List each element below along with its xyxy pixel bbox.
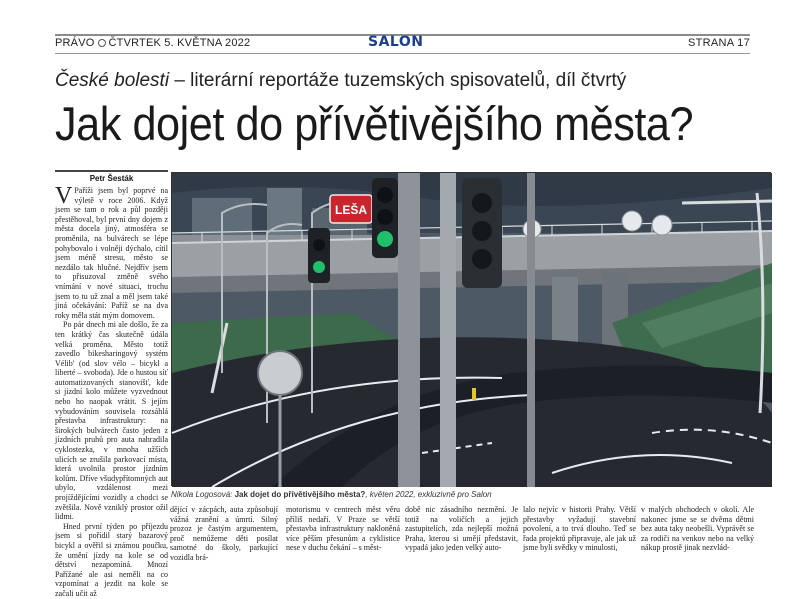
byline-rule xyxy=(55,170,168,172)
series-kicker xyxy=(55,70,626,92)
caption-author: Nikola Logosová: xyxy=(171,490,235,499)
caption-tail: , květen 2022, exkluzivně pro Salon xyxy=(365,490,492,499)
paper-name: PRÁVO xyxy=(55,37,95,49)
page-number: STRANA 17 xyxy=(687,37,750,49)
paragraph xyxy=(55,183,168,320)
illustration-caption xyxy=(171,490,492,499)
paragraph: Hned první týden po příjezdu jsem si pořídil starý bazarový bicykl a ověřil si známou poučku, že umění jízdy na kole se od dětství nezapomíná. Mnozí Pařížané ale asi neměli na co vzpomínat a jezdit na kole se začali učit až xyxy=(55,521,168,598)
bottom-column-3: době nic zásadního nezmění. Je totiž na voličích a jejich zastupitelích, zda nejlepší možná Praha, kterou si umějí představit, vypadá jako jeden velký auto- xyxy=(405,505,518,553)
bottom-column-4: lalo nejvíc v historii Prahy. Větší přestavby vyžadují stavební povolení, a to trvá dlouho. Teď se řada projektů připravuje, ale jak už jsme byli svědky v minulosti, xyxy=(523,505,636,553)
paragraph-text: Paříži jsem byl poprvé na výletě v roce 2006. Když jsem se tam o rok a půl později přestěhoval, byl první dny dojem z města docela jiný, atmosféra se proměnila, na bulvárech se lépe pohybovalo i volněji dýchalo, cítil jsem méně stresu, město se nezdálo tak hlučné. Nejdřív jsem to přisuzoval změně svého vnímání v nové situaci, trochu jsem to tu už znal a měl jsem také jiná očekávání: Paříž se na dva roky měla stát mým domovem. xyxy=(55,186,168,320)
issue-date: ČTVRTEK 5. KVĚTNA 2022 xyxy=(108,37,251,49)
left-column xyxy=(55,170,168,599)
masthead xyxy=(55,37,250,49)
series-name: České bolesti xyxy=(55,70,170,91)
caption-title: Jak dojet do přívětivějšího města? xyxy=(234,490,366,499)
bottom-column-5: v malých obchodech v okolí. Ale nakonec jsme se se dvěma dětmi bez auta taky neobešli. Vyprávět se za rodiči na venkov nebo na velký nákup prostě jinak nezvlád- xyxy=(641,505,754,553)
section-name: SALON xyxy=(368,34,424,50)
header-bottom-rule xyxy=(55,53,750,54)
byline: Petr Šesták xyxy=(89,174,134,183)
bottom-column-1: dějící v zácpách, auta způsobují vážná zranění a úmrtí. Silný prozoz je častým argumentem, proč nemůžeme děti posílat samotné do školy, parkující vozidla brá- xyxy=(170,505,278,562)
bottom-column-2: motorismu v centrech měst věru příliš nedaří. V Praze se větší přestavba infrastruktury nakloněná více pěším přesunům a cyklistice nese v duchu čekání – s měst- xyxy=(286,505,400,553)
article-body xyxy=(55,183,168,599)
paragraph: Po pár dnech mi ale došlo, že za ten krátký čas skutečně údála velká proměna. Město totiž zavedlo bikesharingový systém Vélib' (od slov vélo – bicykl a liberté – svoboda). Jde o hustou síť automatizovaných stanovišť, kde si jízdní kolo můžete vyzvednout nebo ho naopak vrátit. S jejím vybudováním souvisela rozsáhlá přestavba infrastruktury: na širokých bulvárech často jeden z jízdních pruhů pro auta nahradila cyklostezka, v mnoha užších ulicích se zrušila parkovací místa, která uvolnila prostor jízdním kolům. Dříve všudypřítomných aut ubylo, vzdálenost mezi projíždějícími vozidly a chodci se zvětšila. Nově vzniklý prostor ožil lidmi. xyxy=(55,320,168,522)
dropcap: V xyxy=(55,183,73,209)
svg-text:LEŠA: LEŠA xyxy=(334,203,368,217)
page-title: Jak dojet do přívětivějšího města? xyxy=(55,97,694,150)
separator-circle-icon xyxy=(98,39,106,47)
illustration xyxy=(171,172,771,486)
series-subtitle: – literární reportáže tuzemských spisovatelů, díl čtvrtý xyxy=(169,70,627,91)
